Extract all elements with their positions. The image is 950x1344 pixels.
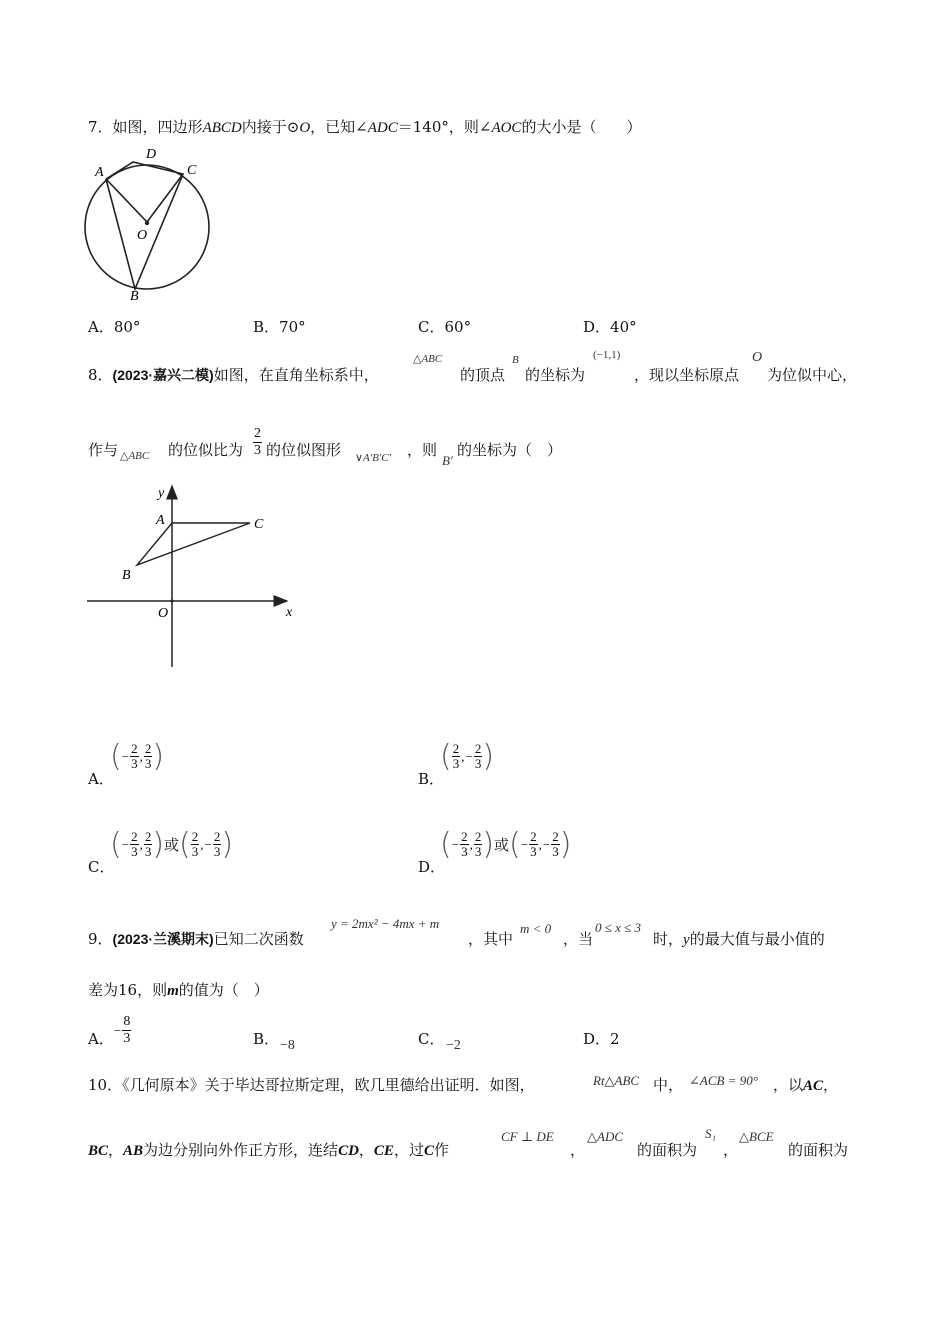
- q8-option-d[interactable]: D．: [418, 858, 446, 876]
- q8-stem-line1: 8．(2023·嘉兴二模)如图，在直角坐标系中，: [88, 366, 379, 384]
- q8-coordinate-figure: [82, 480, 302, 670]
- q7-option-c[interactable]: C．60°: [418, 318, 472, 336]
- q8-tri-abc: △ABC: [413, 353, 443, 365]
- q10-stem-line2: BC，AB为边分别向外作正方形，连结CD，CE，过C作: [88, 1141, 449, 1159]
- q7-option-b[interactable]: B．70°: [253, 318, 306, 336]
- label-o: O: [137, 228, 148, 243]
- q8-option-a[interactable]: A．: [88, 770, 114, 788]
- circle-o: [85, 165, 209, 289]
- q7-option-a[interactable]: A．80°: [88, 318, 141, 336]
- quad-abcd-edges: [106, 162, 183, 289]
- q9-option-b-value: −8: [280, 1038, 295, 1053]
- triangle-abc: [137, 523, 250, 565]
- q7-circle-figure: [80, 142, 220, 304]
- q9-source: (2023·兰溪期末): [112, 931, 214, 947]
- q10-stem-line1: 10．《几何原本》关于毕达哥拉斯定理，欧几里德给出证明．如图，: [88, 1076, 535, 1094]
- center-dot: [145, 221, 149, 225]
- q10-perpendicular: CF ⊥ DE: [501, 1129, 554, 1144]
- q8-option-b-point: ( $\frac{2}{3}$ , − $\frac{2}{3}$ ): [440, 739, 495, 774]
- label-b: B: [130, 289, 139, 304]
- q8-stem-line2: 作与: [88, 441, 119, 459]
- q9-stem-line2: 差为16，则m的值为（ ）: [88, 981, 269, 999]
- label-a: A: [95, 165, 104, 180]
- q10-tri-adc: △ADC: [587, 1129, 623, 1144]
- q8-vertex-b: B: [512, 354, 519, 366]
- q8-option-d-points: ( − $\frac{2}{3}$ , $\frac{2}{3}$ ) 或 ( − $\frac{2}{3}$ , − $\frac{2}{3}$ ): [440, 827, 572, 862]
- radii-ao-oc: [106, 174, 183, 222]
- q10-rt-triangle: Rt△ABC: [593, 1073, 640, 1088]
- q10-angle: ∠ACB = 90°: [689, 1073, 758, 1088]
- q8-option-c-points: ( − $\frac{2}{3}$ , $\frac{2}{3}$ ) 或 ( $\frac{2}{3}$ , − $\frac{2}{3}$ ): [110, 827, 234, 862]
- q9-number: 9．: [88, 930, 113, 948]
- q9-option-b[interactable]: B．: [253, 1030, 280, 1048]
- axis-label-x: x: [286, 605, 293, 620]
- origin-dot: [171, 600, 174, 603]
- q9-condition-x: 0 ≤ x ≤ 3: [595, 920, 642, 935]
- point-label-c: C: [254, 517, 264, 532]
- q10-number: 10．: [88, 1076, 123, 1094]
- axis-label-y: y: [158, 486, 165, 501]
- q9-option-a[interactable]: A．: [88, 1030, 114, 1048]
- label-d: D: [146, 147, 157, 162]
- q8-option-a-point: ( − $\frac{2}{3}$ , $\frac{2}{3}$ ): [110, 739, 165, 774]
- point-label-o: O: [158, 606, 169, 621]
- q9-option-c-value: −2: [446, 1038, 461, 1053]
- q8-origin-o: O: [752, 350, 763, 365]
- q8-option-c[interactable]: C．: [88, 858, 115, 876]
- q8-b-prime: B′: [442, 453, 453, 468]
- q9-condition-m: m < 0: [520, 921, 552, 936]
- q8-number: 8．: [88, 366, 113, 384]
- q7-stem: 7．如图，四边形ABCD内接于⊙O，已知∠ADC＝140°，则∠AOC的大小是（ ）: [88, 118, 642, 136]
- point-label-b: B: [122, 568, 131, 583]
- q8-tri-prime: ∨A′B′C′: [355, 452, 392, 464]
- label-c: C: [187, 163, 197, 178]
- q10-tri-bce: △BCE: [739, 1129, 774, 1144]
- q8-coordinate: (−1,1): [593, 349, 621, 361]
- q8-source: (2023·嘉兴二模): [112, 367, 214, 383]
- q9-function: y = 2mx² − 4mx + m: [331, 916, 440, 931]
- point-label-a: A: [156, 513, 165, 528]
- q10-s1: S₁: [705, 1126, 717, 1141]
- q8-option-b[interactable]: B．: [418, 770, 445, 788]
- q9-stem-line1: 9．(2023·兰溪期末)已知二次函数: [88, 930, 304, 948]
- q9-option-c[interactable]: C．: [418, 1030, 445, 1048]
- q8-tri-abc-2: △ABC: [120, 450, 150, 462]
- q7-option-d[interactable]: D．40°: [583, 318, 637, 336]
- q9-option-d[interactable]: D．2: [583, 1030, 620, 1048]
- q9-option-a-value: − $\frac{8}{3}$: [114, 1014, 131, 1046]
- q7-number: 7．: [88, 118, 113, 136]
- q8-ratio: $\frac{2}{3}$: [254, 426, 261, 458]
